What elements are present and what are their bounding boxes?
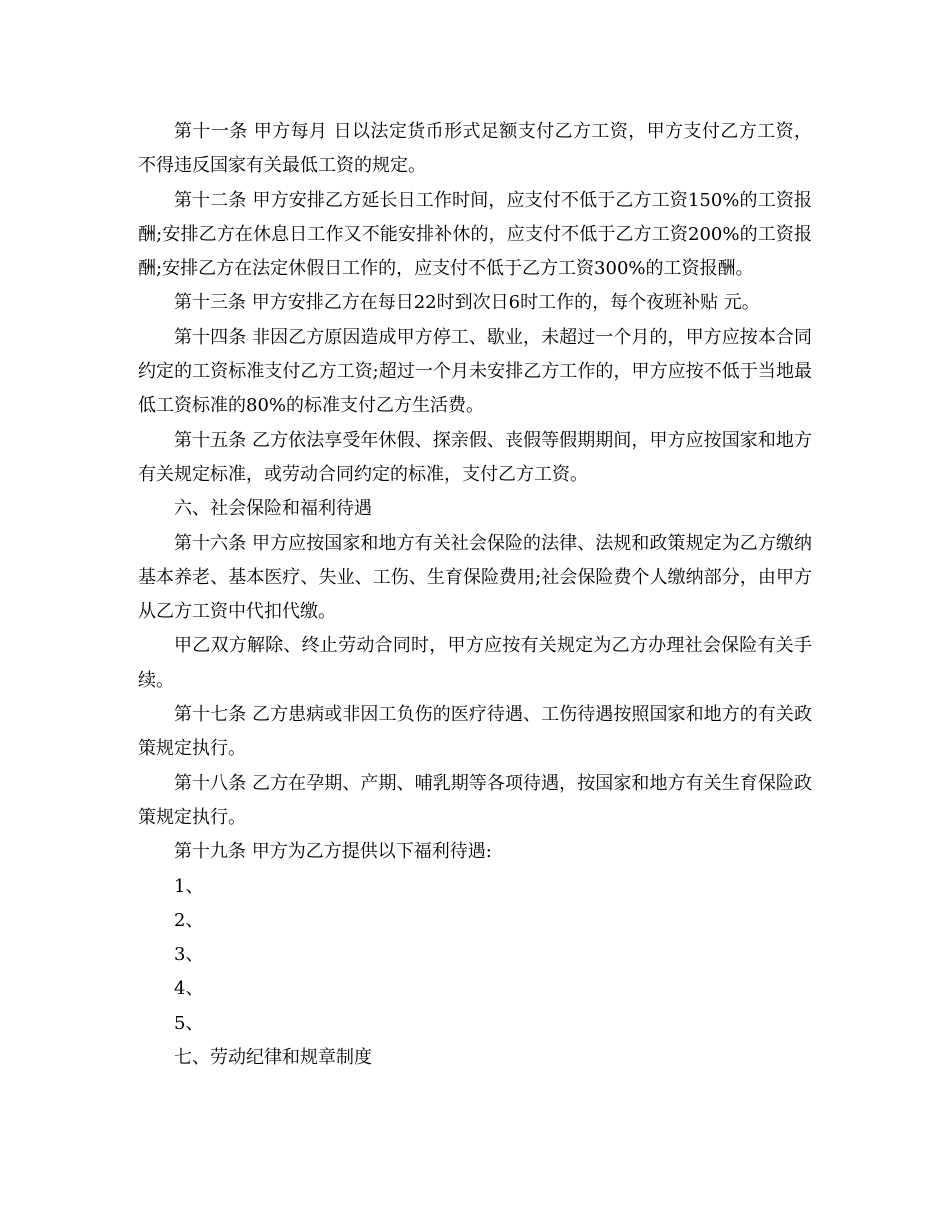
paragraph-article-16: 第十六条 甲方应按国家和地方有关社会保险的法律、法规和政策规定为乙方缴纳基本养老、基本医疗、失业、工伤、生育保险费用;社会保险费个人缴纳部分，由甲方从乙方工资中代扣代缴。 (138, 532, 812, 623)
list-item-2: 2、 (174, 909, 204, 931)
section-heading-7: 七、劳动纪律和规章制度 (174, 1047, 372, 1069)
paragraph-article-13: 第十三条 甲方安排乙方在每日22时到次日6时工作的，每个夜班补贴 元。 (174, 292, 760, 314)
paragraph-social-insurance-termination: 甲乙双方解除、终止劳动合同时，甲方应按有关规定为乙方办理社会保险有关手续。 (138, 635, 812, 691)
paragraph-article-11: 第十一条 甲方每月 日以法定货币形式足额支付乙方工资，甲方支付乙方工资，不得违反国家有关最低工资的规定。 (138, 121, 812, 177)
paragraph-article-12: 第十二条 甲方安排乙方延长日工作时间，应支付不低于乙方工资150%的工资报酬;安排乙方在休息日工作又不能安排补休的，应支付不低于乙方工资200%的工资报酬;安排乙方在法定休假日工作的，应支付不低于乙方工资300%的工资报酬。 (138, 189, 812, 280)
paragraph-article-19: 第十九条 甲方为乙方提供以下福利待遇: (174, 841, 492, 863)
list-item-1: 1、 (174, 875, 204, 897)
paragraph-article-14: 第十四条 非因乙方原因造成甲方停工、歇业，未超过一个月的，甲方应按本合同约定的工资标准支付乙方工资;超过一个月未安排乙方工作的，甲方应按不低于当地最低工资标准的80%的标准支付乙方生活费。 (138, 326, 812, 417)
paragraph-article-18: 第十八条 乙方在孕期、产期、哺乳期等各项待遇，按国家和地方有关生育保险政策规定执行。 (138, 772, 812, 828)
list-item-5: 5、 (174, 1012, 204, 1034)
list-item-4: 4、 (174, 978, 204, 1000)
section-heading-6: 六、社会保险和福利待遇 (174, 498, 372, 520)
list-item-3: 3、 (174, 944, 204, 966)
paragraph-article-17: 第十七条 乙方患病或非因工负伤的医疗待遇、工伤待遇按照国家和地方的有关政策规定执行。 (138, 704, 812, 760)
paragraph-article-15: 第十五条 乙方依法享受年休假、探亲假、丧假等假期期间，甲方应按国家和地方有关规定标准，或劳动合同约定的标准，支付乙方工资。 (138, 429, 812, 485)
